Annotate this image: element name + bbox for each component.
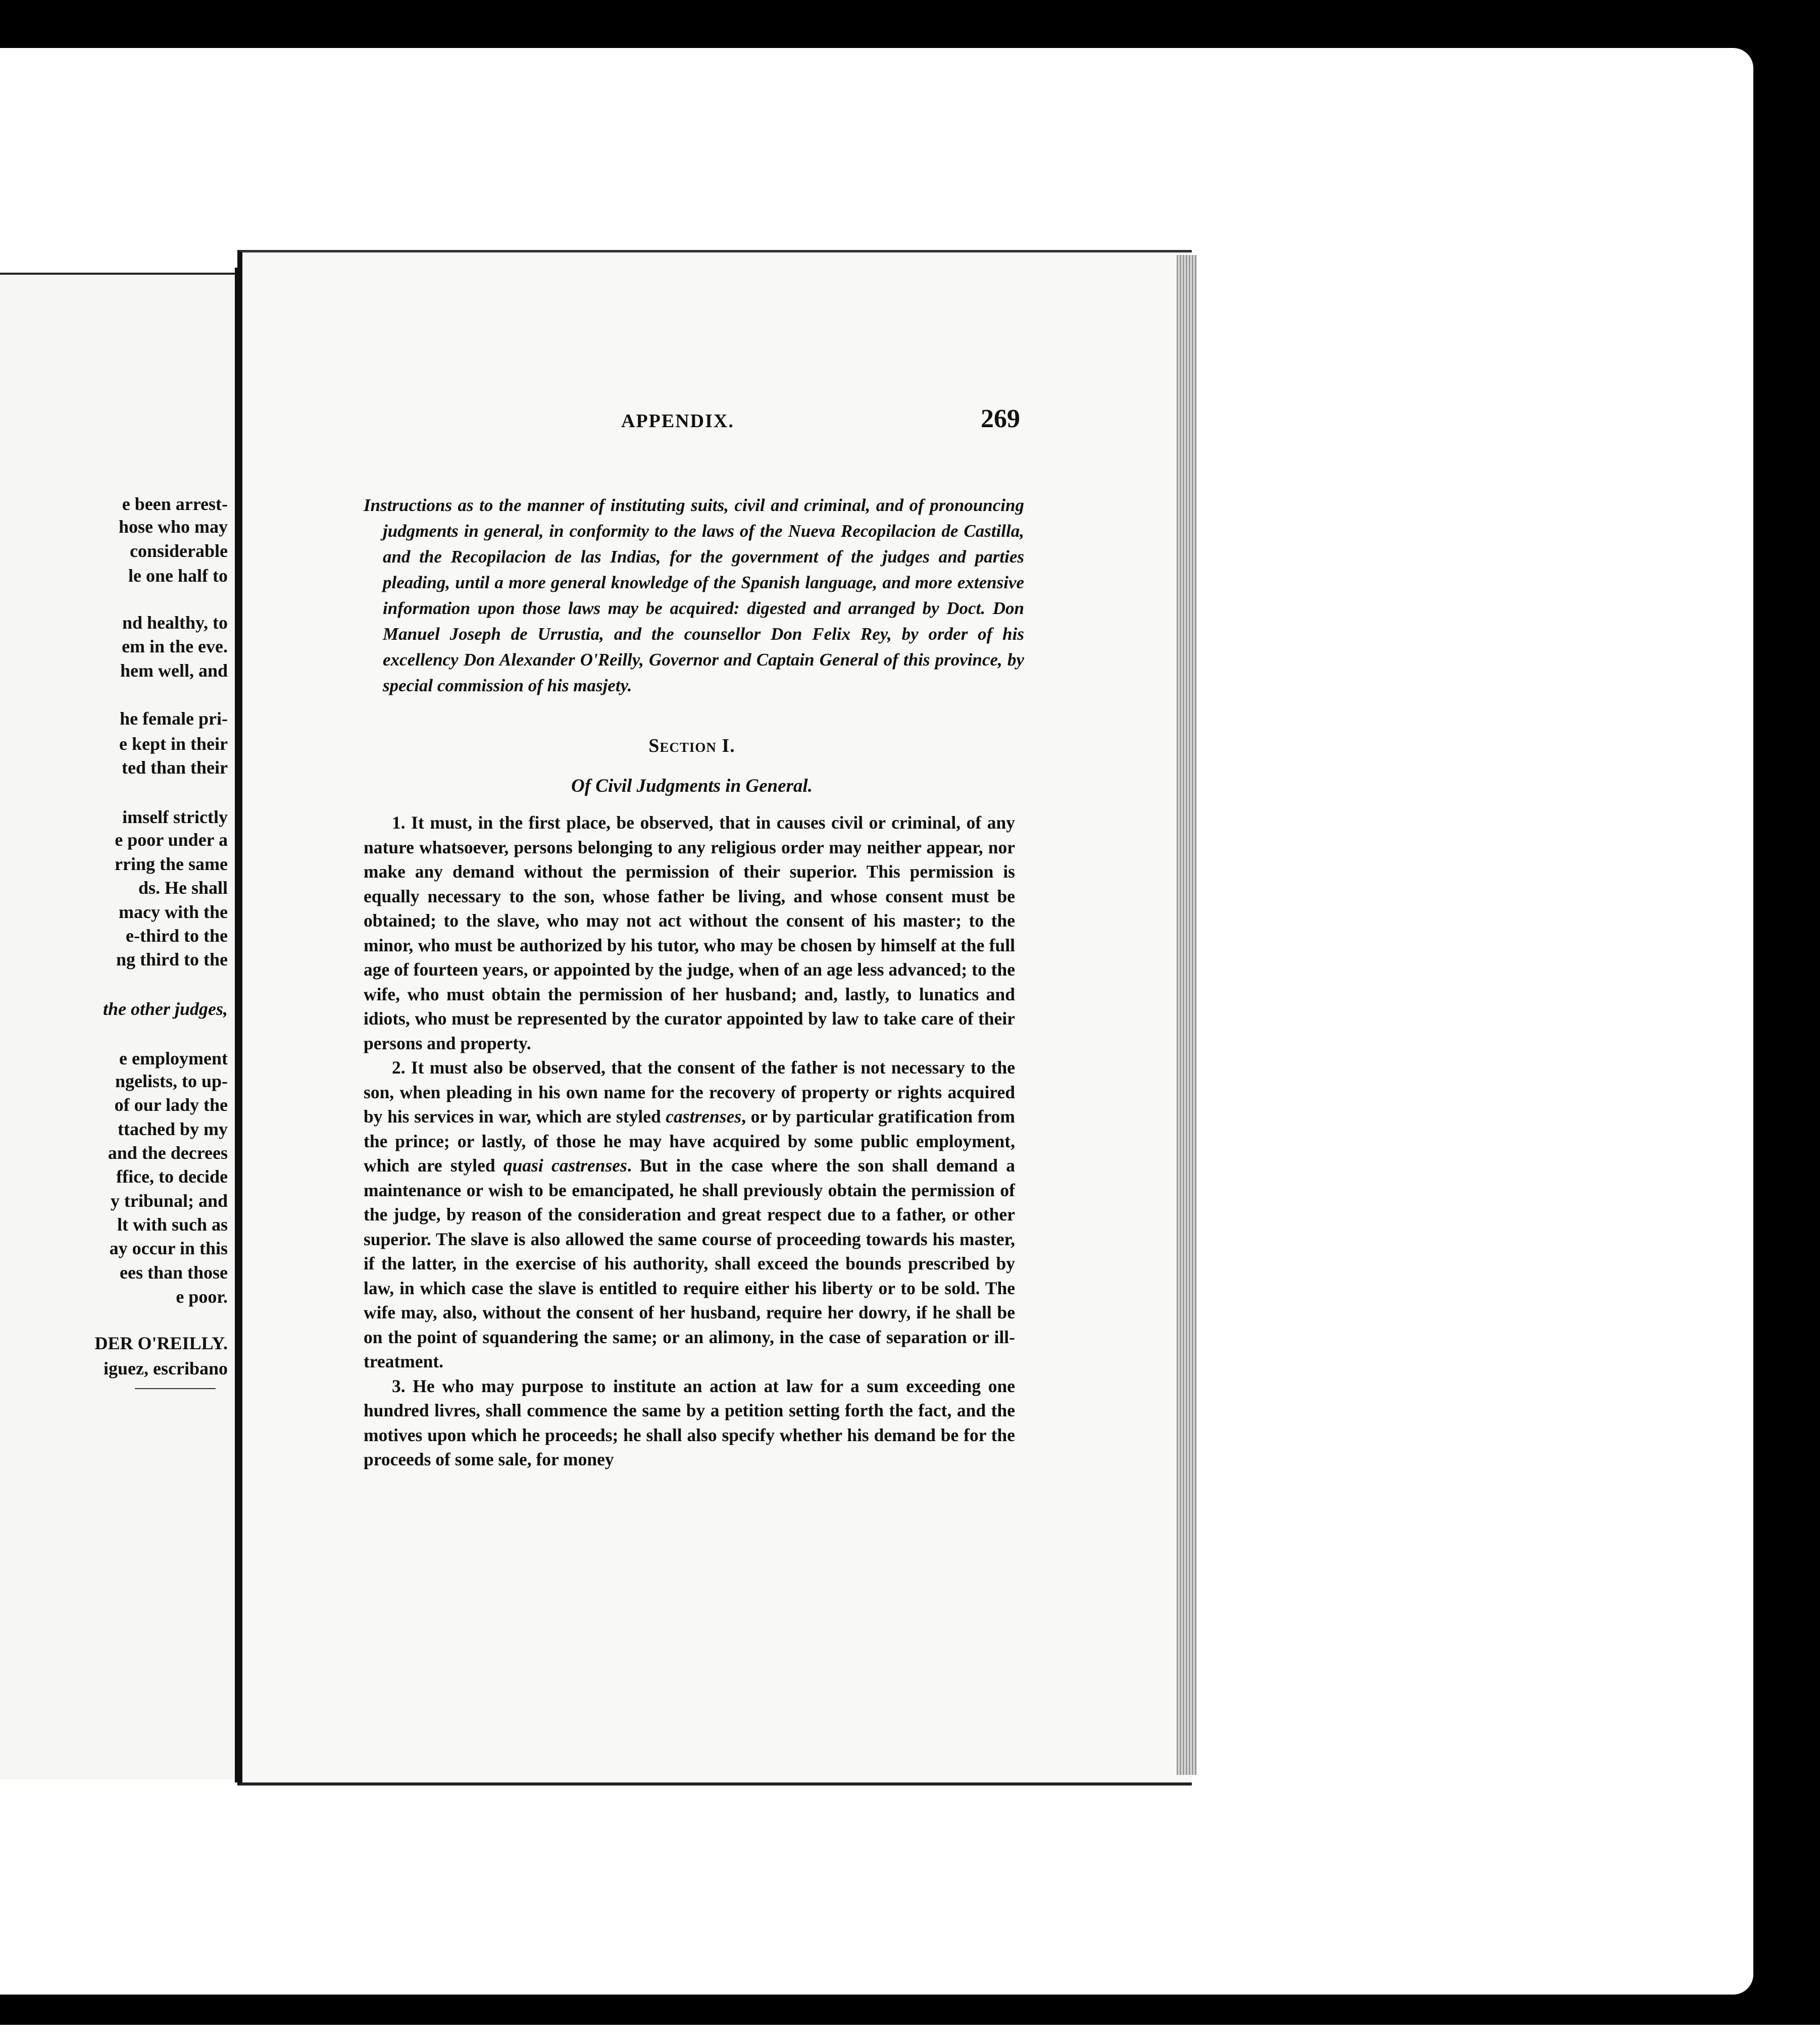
left-page-line: ds. He shall xyxy=(138,878,228,898)
left-page-line: and the decrees xyxy=(108,1143,228,1163)
page-header xyxy=(364,404,1020,439)
left-page-line: rring the same xyxy=(115,854,228,874)
left-page-line: ttached by my xyxy=(118,1119,228,1139)
left-page-line: le one half to xyxy=(128,566,228,586)
paragraph-1: 1. It must, in the first place, be observed, that in causes civil or criminal, of any nature whatsoever, persons belonging to any religious order may neither appear, nor make any demand without the permission of their superior. This permission is equally necessary to the son, whose father be living, and whose consent must be obtained; to the slave, who may not act without the consent of his master; to the minor, who must be authorized by his tutor, who may be chosen by himself at the full age of fourteen years, or appointed by the judge, when of an age less advanced; to the wife, who must obtain the permission of her husband; and, lastly, to lunatics and idiots, who must be represented by the curator appointed by law to take care of their persons and property. xyxy=(364,812,1015,1053)
left-page-line: e poor under a xyxy=(115,830,228,850)
left-page-line: e poor. xyxy=(176,1287,228,1307)
left-page-line: ng third to the xyxy=(116,949,228,970)
page-fore-edge xyxy=(1177,255,1197,1775)
left-page xyxy=(0,273,238,1779)
left-page-line: of our lady the xyxy=(114,1095,228,1115)
left-page-line: ffice, to decide xyxy=(116,1166,228,1187)
left-page-line: imself strictly xyxy=(122,807,228,827)
left-page-line: nd healthy, to xyxy=(122,613,228,633)
left-page-line: the other judges, xyxy=(103,999,228,1019)
appendix-intro: Instructions as to the manner of instituting suits, civil and criminal, and of pronouncing judgments in general, in conformity to the laws of the Nueva Recopilacion de Castilla, and the Recopilacion de las Indias, for the government of the judges and parties pleading, until a more general knowledge of the Spanish language, and more extensive information upon those laws may be acquired: digested and arranged by Doct. Don Manuel Joseph de Urrustia, and the counsellor Don Felix Rey, by order of his excellency Don Alexander O'Reilly, Governor and Captain General of this province, by special commission of his masjety. xyxy=(364,495,1024,695)
paragraph-3: 3. He who may purpose to institute an action at law for a sum exceeding one hundred livres, shall commence the same by a petition setting forth the fact, and the motives upon which he proceeds; he shall also specify whether his demand be for the proceeds of some sale, for money xyxy=(364,1375,1015,1469)
left-page-line: e kept in their xyxy=(119,734,228,754)
scan-bottom-strip xyxy=(0,2025,1820,2040)
left-page-line: ees than those xyxy=(120,1262,228,1283)
left-page-line: e been arrest- xyxy=(122,494,228,514)
left-page-line: considerable xyxy=(130,541,228,561)
left-page-line: he female pri- xyxy=(120,708,228,729)
left-page-line: lt with such as xyxy=(117,1214,228,1235)
left-page-line: e employment xyxy=(119,1048,228,1068)
page-number: 269 xyxy=(981,404,1020,433)
section-title: Section I. xyxy=(648,735,735,756)
left-page-attest: iguez, escribano xyxy=(104,1358,228,1379)
left-page-line: hose who may xyxy=(118,517,228,537)
left-page-line: em in the eve. xyxy=(122,636,228,656)
paragraph-2: 2. It must also be observed, that the consent of the father is not necessary to the son, when pleading in his own name for the recovery of property or rights acquired by his services in war, which are styled castrenses, or by particular gratification from the prince; or lastly, of those he may have acquired by some public employment, which are styled quasi castrenses. But in the case where the son shall demand a maintenance or wish to be emancipated, he shall previously obtain the permission of the judge, by reason of the consideration and great respect due to a father, or other superior. The slave is also allowed the same course of proceeding towards his master, if the latter, in the exercise of his authority, shall exceed the bounds prescribed by law, in which case the slave is entitled to require either his liberty or to be sold. The wife may, also, without the consent of her husband, require her dowry, if he shall be on the point of squandering the same; or an alimony, in the case of separation or ill-treatment. xyxy=(364,1057,1016,1371)
left-page-line: hem well, and xyxy=(120,660,228,681)
subsection-title: Of Civil Judgments in General. xyxy=(571,776,813,796)
left-page-line: e-third to the xyxy=(126,926,228,946)
left-page-line: ay occur in this xyxy=(109,1238,228,1258)
left-page-line: ted than their xyxy=(122,757,228,778)
left-page-line: macy with the xyxy=(119,902,228,922)
left-page-line: ngelists, to up- xyxy=(115,1071,228,1091)
running-head: APPENDIX. xyxy=(621,411,734,432)
left-page-signature: DER O'REILLY. xyxy=(94,1333,228,1353)
left-page-line: y tribunal; and xyxy=(110,1191,228,1211)
body-text xyxy=(364,810,1015,1472)
left-page-rule xyxy=(135,1388,216,1389)
